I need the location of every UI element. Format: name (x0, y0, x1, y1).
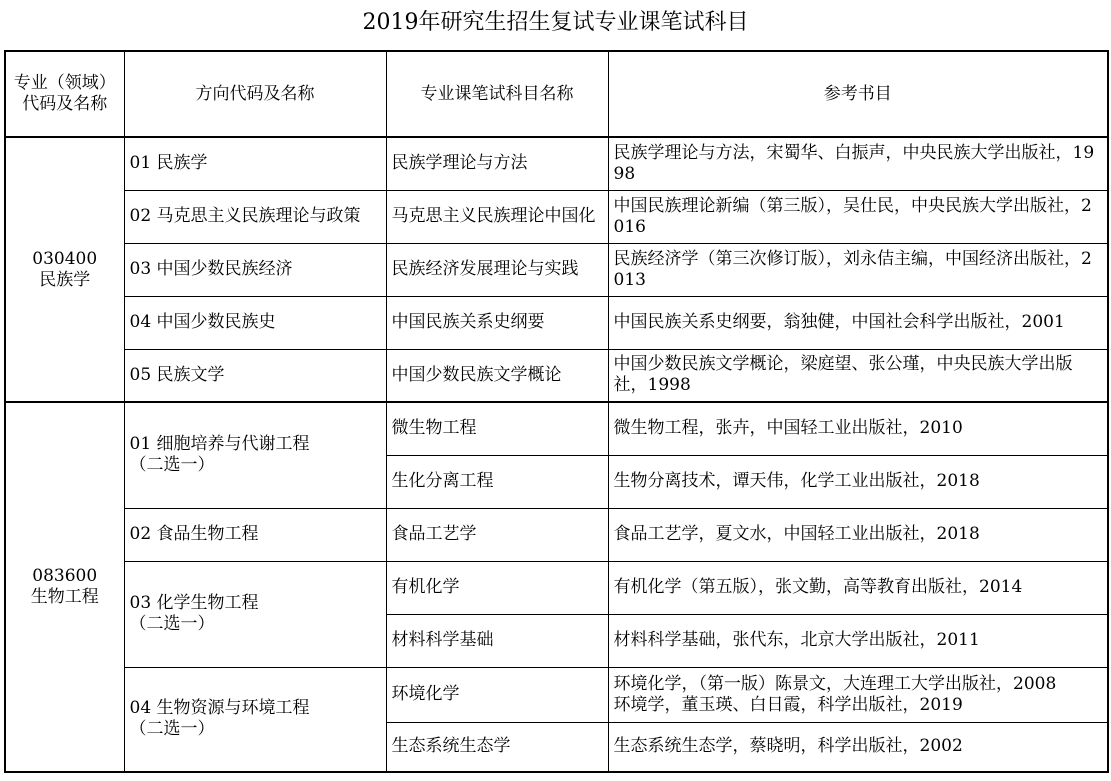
reference-cell: 中国少数民族文学概论，梁庭望、张公瑾，中央民族大学出版社，1998 (608, 349, 1108, 402)
major-cell (5, 137, 124, 402)
table-row (5, 137, 1108, 190)
subject-cell: 中国少数民族文学概论 (386, 349, 608, 402)
direction-name: 04 生物资源与环境工程 (129, 698, 310, 719)
header-subject: 专业课笔试科目名称 (386, 51, 608, 137)
direction-note: （二选一） (129, 614, 215, 634)
reference-cell (608, 667, 1108, 722)
reference-cell: 食品工艺学，夏文水，中国轻工业出版社，2018 (608, 508, 1108, 561)
table-row (5, 508, 1108, 561)
subject-cell: 材料科学基础 (386, 614, 608, 667)
subject-cell: 民族学理论与方法 (386, 137, 608, 190)
direction-cell: 05 民族文学 (124, 349, 386, 402)
table-row (5, 561, 1108, 614)
major-code: 030400 (32, 248, 98, 269)
table-row (5, 349, 1108, 402)
direction-cell: 03 中国少数民族经济 (124, 243, 386, 296)
subject-cell: 民族经济发展理论与实践 (386, 243, 608, 296)
reference-cell: 有机化学（第五版），张文勤，高等教育出版社，2014 (608, 561, 1108, 614)
direction-name: 02 食品生物工程 (129, 524, 259, 544)
header-direction: 方向代码及名称 (124, 51, 386, 137)
subject-cell: 生态系统生态学 (386, 722, 608, 772)
subject-cell: 有机化学 (386, 561, 608, 614)
table-row (5, 296, 1108, 349)
direction-cell (124, 402, 386, 508)
header-row (5, 51, 1108, 137)
header-reference: 参考书目 (608, 51, 1108, 137)
table-row (5, 402, 1108, 455)
direction-cell (124, 667, 386, 772)
reference-cell: 微生物工程，张卉，中国轻工业出版社，2010 (608, 402, 1108, 455)
reference-cell: 生物分离技术，谭天伟，化学工业出版社，2018 (608, 455, 1108, 508)
subject-cell: 食品工艺学 (386, 508, 608, 561)
direction-name: 03 化学生物工程 (129, 593, 259, 613)
reference-cell: 中国民族关系史纲要，翁独健，中国社会科学出版社，2001 (608, 296, 1108, 349)
subject-cell: 马克思主义民族理论中国化 (386, 190, 608, 243)
table-row (5, 190, 1108, 243)
page-title: 2019年研究生招生复试专业课笔试科目 (362, 10, 749, 35)
reference-cell: 民族经济学（第三次修订版），刘永佶主编，中国经济出版社，2013 (608, 243, 1108, 296)
direction-note: （二选一） (129, 455, 215, 476)
major-name: 生物工程 (30, 587, 99, 607)
direction-note: （二选一） (129, 719, 215, 740)
subject-cell: 中国民族关系史纲要 (386, 296, 608, 349)
table-row (5, 243, 1108, 296)
header-major: 专业（领域）代码及名称 (5, 51, 124, 137)
reference-cell: 民族学理论与方法，宋蜀华、白振声，中央民族大学出版社，1998 (608, 137, 1108, 190)
table-row (5, 667, 1108, 722)
subject-cell: 微生物工程 (386, 402, 608, 455)
major-code: 083600 (32, 566, 98, 586)
direction-cell: 04 中国少数民族史 (124, 296, 386, 349)
subject-cell: 生化分离工程 (386, 455, 608, 508)
reference-cell: 中国民族理论新编（第三版），吴仕民，中央民族大学出版社，2016 (608, 190, 1108, 243)
major-cell (5, 402, 124, 772)
exam-subjects-table (4, 50, 1109, 773)
direction-cell (124, 508, 386, 561)
reference-cell: 生态系统生态学，蔡晓明，科学出版社，2002 (608, 722, 1108, 772)
subject-cell: 环境化学 (386, 667, 608, 722)
direction-cell: 02 马克思主义民族理论与政策 (124, 190, 386, 243)
direction-cell: 01 民族学 (124, 137, 386, 190)
direction-name: 01 细胞培养与代谢工程 (129, 434, 310, 455)
major-name: 民族学 (39, 269, 91, 290)
reference-line: 环境化学，（第一版）陈景文，大连理工大学出版社，2008 (613, 673, 1057, 694)
reference-line: 环境学，董玉瑛、白日霞，科学出版社，2019 (613, 694, 963, 715)
reference-cell: 材料科学基础，张代东，北京大学出版社，2011 (608, 614, 1108, 667)
direction-cell (124, 561, 386, 667)
